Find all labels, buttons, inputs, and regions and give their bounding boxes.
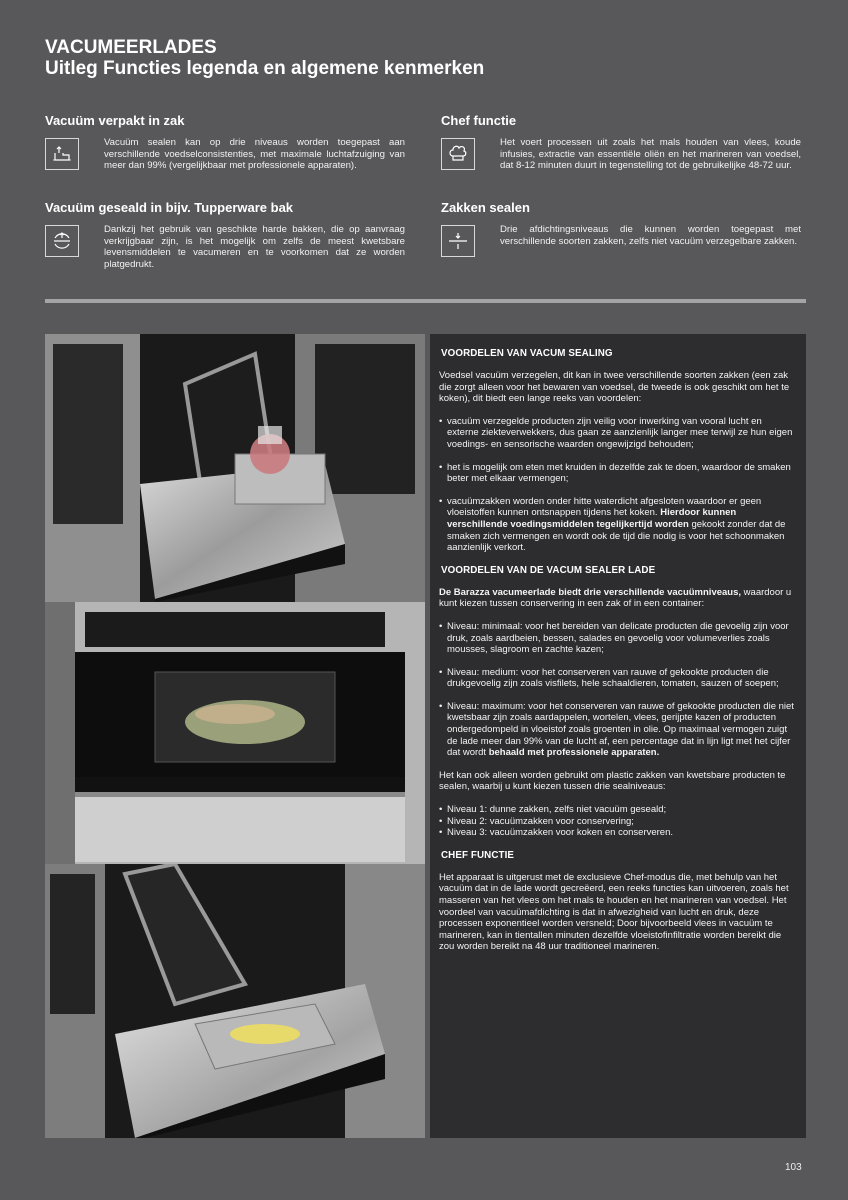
feature-title: Vacuüm geseald in bijv. Tupperware bak <box>45 200 294 215</box>
list-item: • Niveau: medium: voor het conserveren van rauwe of gekookte producten die drukgevoelig zijn zoals visfilets, hele schaaldieren, tomaten, sauzen of soepen; <box>439 667 796 690</box>
list-item: • Niveau: minimaal: voor het bereiden van delicate producten die gevoelig zijn voor druk, zoals aardbeien, bessen, salades en gevoelig voor volumeverlies zoals mousses, slagroom en zachte kazen; <box>439 621 796 656</box>
advantages-list <box>439 416 796 554</box>
feature-text: Drie afdichtingsniveaus die kunnen worden toegepast met verschillende soorten zakken, zelfs niet vacuüm verzegelbare zakken. <box>500 224 801 247</box>
vacuum-container-icon <box>45 225 79 257</box>
vacuum-levels-list <box>439 621 796 759</box>
list-item: • het is mogelijk om eten met kruiden in dezelfde zak te doen, waardoor de smaken beter met elkaar vermengen; <box>439 462 796 485</box>
product-photos <box>45 334 425 1138</box>
bag-seal-icon <box>441 225 475 257</box>
section-intro <box>439 587 796 610</box>
feature-vacuum-container <box>45 200 405 270</box>
sealing-intro: Het kan ook alleen worden gebruikt om plastic zakken van kwetsbare producten te sealen, waarbij u kunt kiezen tussen drie sealniveaus: <box>439 769 786 793</box>
list-item <box>439 701 796 759</box>
feature-title: Vacuüm verpakt in zak <box>45 113 185 128</box>
feature-text: Het voert processen uit zoals het mals houden van vlees, koude infusies, extractie van essentiële oliën en het marineren van voedsel, dat 8-12 minuten duurt in tegenstelling tot de gebruikelijke 48-72 uur. <box>500 137 801 172</box>
page-number: 103 <box>785 1162 802 1173</box>
list-item-text: gekookt zonder dat de smaken zich vermengen en wordt ook de tijd die nodig is voor het schoonmaken aanzienlijk verkort. <box>447 518 786 554</box>
feature-title: Zakken sealen <box>441 200 530 215</box>
page-title: VACUMEERLADES <box>45 37 217 58</box>
feature-text: Dankzij het gebruik van geschikte harde bakken, die op aanvraag verkrijgbaar zijn, is het mogelijk om zelfs de meest kwetsbare levensmiddelen te vacumeren en te voorkomen dat ze worden platgedrukt. <box>104 224 405 270</box>
list-item-emphasis: behaald met professionele apparaten. <box>488 747 660 759</box>
list-item: • Niveau 2: vacuümzakken voor conservering; <box>439 816 796 828</box>
feature-vacuum-bag <box>45 113 405 172</box>
list-item-text: vacuümzakken worden onder hitte waterdicht afgesloten waardoor er geen vloeistoffen kunnen ontsnappen tijdens het koken. <box>447 495 762 519</box>
chef-text: Het apparaat is uitgerust met de exclusieve Chef-modus die, met behulp van het vacuüm dat in de lade wordt gecreëerd, een reeks functies kan uitvoeren, zoals het masseren van het vlees om het mals te houden en het marineren van voedsel. Het voordeel van vacuümafdichting is dat in afwezigheid van lucht en druk, deze processen exponentieel worden versneld; Door bijvoorbeeld vlees in vacuüm te marineren, kan in tientallen minuten dezelfde vloeistofinfiltratie worden bereikt die zou worden bereikt na 48 uur traditioneel marineren. <box>439 871 789 953</box>
page-header <box>45 37 484 79</box>
intro-text: waardoor u kunt kiezen tussen conservering in een zak of in een container: <box>439 586 792 610</box>
vacuum-bag-icon <box>45 138 79 170</box>
feature-text: Vacuüm sealen kan op drie niveaus worden toegepast aan verschillende voedselconsistenties, met maximale luchtafzuiging van meer dan 99% (vergelijkbaar met professionele apparaten). <box>104 137 405 172</box>
page-subtitle: Uitleg Functies legenda en algemene kenmerken <box>45 58 485 79</box>
list-item: • Niveau 3: vacuümzakken voor koken en conserveren. <box>439 827 796 839</box>
feature-title: Chef functie <box>441 113 517 128</box>
list-item-emphasis: Hierdoor kunnen verschillende voedingsmiddelen tegelijkertijd worden <box>447 507 737 530</box>
list-item: • Niveau 1: dunne zakken, zelfs niet vacuüm geseald; <box>439 804 796 816</box>
advantages-panel <box>430 334 806 1138</box>
vacuum-drawer-photo-3 <box>45 864 425 1138</box>
list-item: • vacuüm verzegelde producten zijn veilig voor inwerking van vooral lucht en externe ziekteverwekkers, dus gaan ze aanzienlijk langer mee terwijl ze hun eigen voedings- en sensorische waarden ongewijzigd behouden; <box>439 416 796 451</box>
chef-hat-icon <box>441 138 475 170</box>
vacuum-drawer-photo-2 <box>45 602 425 864</box>
section-divider <box>45 299 806 303</box>
seal-levels-list <box>439 804 796 839</box>
list-item <box>439 496 796 554</box>
list-item-text: Niveau: maximum: voor het conserveren van rauwe of gekookte producten die niet kwetsbaar zijn zoals aardappelen, wortelen, vlees, gerijpte kazen of producten ondergedompeld in vloeistof zoals groenten in olie. Op maximaal vermogen zuigt de lade meer dan 99% van de lucht af, een percentage dat in lijn ligt met het cijfer dat wordt <box>447 700 794 759</box>
section-title-chef: CHEF FUNCTIE <box>441 849 515 861</box>
intro-emphasis: De Barazza vacumeerlade biedt drie verschillende vacuümniveaus, <box>439 586 742 598</box>
vacuum-drawer-photo-1 <box>45 334 425 602</box>
section-intro: Voedsel vacuüm verzegelen, dit kan in twee verschillende soorten zakken (een zak die zorgt alleen voor het bewaren van voedsel, de tweede is ook geschikt om het te koken), dit biedt een lange reeks van voordelen: <box>439 370 790 405</box>
feature-chef <box>441 113 801 172</box>
section-title-sealer-drawer: VOORDELEN VAN DE VACUM SEALER LADE <box>441 564 656 576</box>
section-title-vacuum-sealing: VOORDELEN VAN VACUM SEALING <box>441 348 613 359</box>
feature-bag-seal <box>441 200 801 257</box>
